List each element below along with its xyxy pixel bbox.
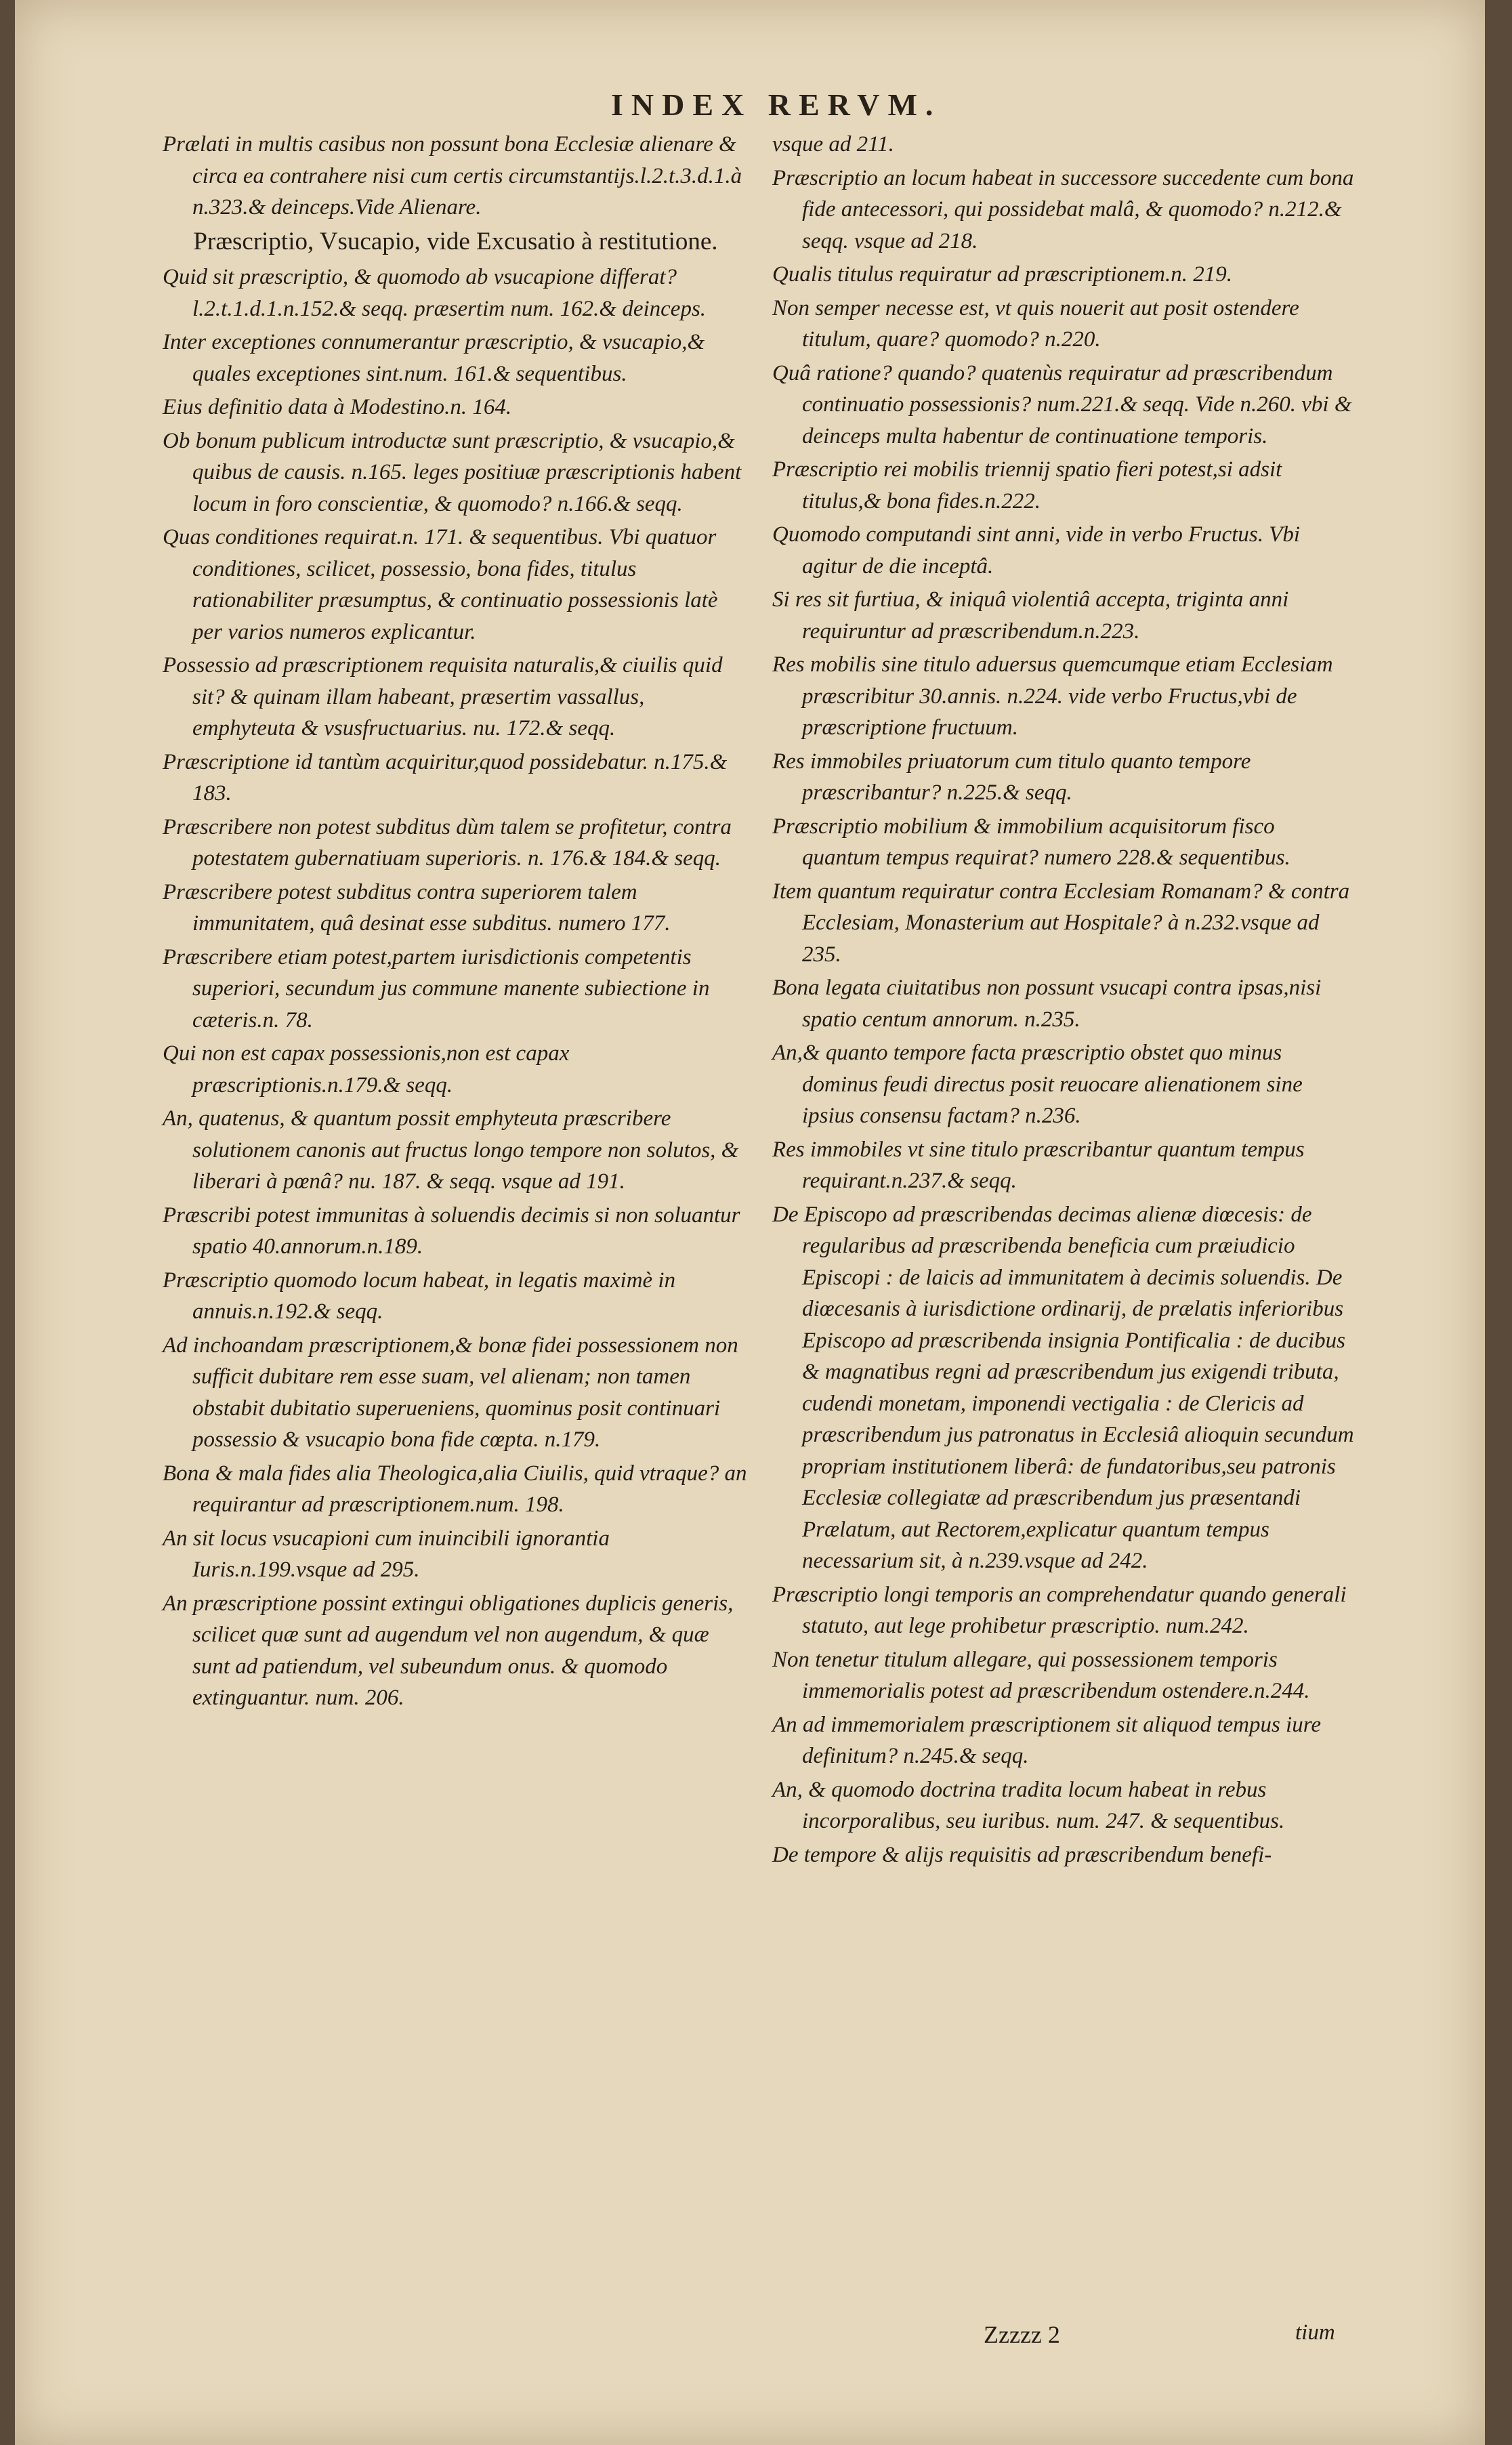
index-entry: Eius definitio data à Modestino.n. 164. bbox=[163, 395, 512, 419]
index-entry: Possessio ad præscriptionem requisita naturalis,& ciuilis quid sit? & quinam illam habeant, præsertim vassallus, emphyteuta & vsusfructuarius. nu. 172.& seqq. bbox=[163, 653, 723, 740]
index-entry: Præscribere etiam potest,partem iurisdictionis competentis superiori, secundum jus commune manente subiectione in cæteris.n. 78. bbox=[163, 944, 710, 1032]
index-heading: Præscriptio, Vsucapio, vide Excusatio à restitutione. bbox=[193, 227, 718, 255]
index-entry: An, quatenus, & quantum possit emphyteuta præscribere solutionem canonis aut fructus longo tempore non solutos, & liberari à pœnâ? nu. 187. & seqq. vsque ad 191. bbox=[163, 1106, 739, 1194]
index-entry: Præscriptio an locum habeat in successore succedente cum bona fide antecessori, qui possidebat malâ, & quomodo? n.212.& seqq. vsque ad 218. bbox=[772, 165, 1354, 253]
index-entry: Non semper necesse est, vt quis nouerit aut posit ostendere titulum, quare? quomodo? n.220. bbox=[772, 295, 1299, 352]
book-page bbox=[15, 0, 1485, 2445]
index-entry: An,& quanto tempore facta præscriptio obstet quo minus dominus feudi directus posit reuocare alienationem sine ipsius consensu factam? n.236. bbox=[772, 1041, 1303, 1128]
index-entry: Quid sit præscriptio, & quomodo ab vsucapione differat? l.2.t.1.d.1.n.152.& seqq. præsertim num. 162.& deinceps. bbox=[163, 265, 707, 321]
right-column bbox=[772, 129, 1358, 1873]
index-entry: An ad immemorialem præscriptionem sit aliquod tempus iure definitum? n.245.& seqq. bbox=[772, 1712, 1321, 1768]
index-entry: Bona legata ciuitatibus non possunt vsucapi contra ipsas,nisi spatio centum annorum. n.235. bbox=[772, 976, 1322, 1032]
index-entry: Præscriptio longi temporis an comprehendatur quando generali statuto, aut lege prohibetur præscriptio. num.242. bbox=[772, 1582, 1347, 1638]
index-entry: Res immobiles vt sine titulo præscribantur quantum tempus requirant.n.237.& seqq. bbox=[772, 1137, 1305, 1193]
index-entry: De tempore & alijs requisitis ad præscribendum benefi- bbox=[772, 1842, 1272, 1867]
index-entry: Bona & mala fides alia Theologica,alia Ciuilis, quid vtraque? an requirantur ad præscriptionem.num. 198. bbox=[163, 1461, 747, 1517]
index-entry: Præscriptio mobilium & immobilium acquisitorum fisco quantum tempus requirat? numero 228.& sequentibus. bbox=[772, 814, 1290, 870]
index-entry: Prælati in multis casibus non possunt bona Ecclesiæ alienare & circa ea contrahere nisi cum certis circumstantijs.l.2.t.3.d.1.à n.323.& deinceps.Vide Alienare. bbox=[163, 132, 742, 220]
index-entry: Præscribi potest immunitas à soluendis decimis si non soluantur spatio 40.annorum.n.189. bbox=[163, 1203, 740, 1259]
index-entry: Præscribere non potest subditus dùm talem se profitetur, contra potestatem gubernatiuam superioris. n. 176.& 184.& seqq. bbox=[163, 814, 732, 871]
catchword: tium bbox=[1295, 2320, 1335, 2345]
index-entry: Præscriptio quomodo locum habeat, in legatis maximè in annuis.n.192.& seqq. bbox=[163, 1268, 676, 1324]
index-entry: Res mobilis sine titulo aduersus quemcumque etiam Ecclesiam præscribitur 30.annis. n.224. vide verbo Fructus,vbi de præscriptione fructuum. bbox=[772, 652, 1333, 740]
running-head: INDEX RERVM. bbox=[611, 87, 942, 122]
index-entry: Quomodo computandi sint anni, vide in verbo Fructus. Vbi agitur de die inceptâ. bbox=[772, 522, 1301, 579]
index-entry: Ob bonum publicum introductæ sunt præscriptio, & vsucapio,& quibus de causis. n.165. leges positiuæ præscriptionis habent locum in foro conscientiæ, & quomodo? n.166.& seqq. bbox=[163, 428, 742, 516]
left-column bbox=[163, 129, 749, 1716]
index-entry: Item quantum requiratur contra Ecclesiam Romanam? & contra Ecclesiam, Monasterium aut Hospitale? à n.232.vsque ad 235. bbox=[772, 879, 1350, 967]
index-entry: vsque ad 211. bbox=[772, 132, 894, 156]
index-entry: An, & quomodo doctrina tradita locum habeat in rebus incorporalibus, seu iuribus. num. 247. & sequentibus. bbox=[772, 1777, 1285, 1833]
index-entry: Præscribere potest subditus contra superiorem talem immunitatem, quâ desinat esse subditus. numero 177. bbox=[163, 879, 671, 936]
index-entry: De Episcopo ad præscribendas decimas alienæ diœcesis: de regularibus ad præscribenda beneficia cum præiudicio Episcopi : de laicis ad immunitatem à decimis soluendis. De diœcesanis à iurisdictione ordinarij, de prælatis inferioribus Episcopo ad præscribenda insignia Pontificalia : de ducibus & magnatibus regni ad præscribendum jus exigendi tributa, cudendi monetam, imponendi vectigalia : de Clericis ad præscribendum jus patronatus in Ecclesiâ alioquin secundum propriam institutionem liberâ: de fundatoribus,seu patronis Ecclesiæ collegiatæ ad præscribendum jus præsentandi Prælatum, aut Rectorem,explicatur quantum tempus necessarium sit, à n.239.vsque ad 242. bbox=[772, 1202, 1354, 1573]
index-entry: An sit locus vsucapioni cum inuincibili ignorantia Iuris.n.199.vsque ad 295. bbox=[163, 1526, 610, 1582]
index-entry: Res immobiles priuatorum cum titulo quanto tempore præscribantur? n.225.& seqq. bbox=[772, 749, 1251, 805]
index-entry: Quâ ratione? quando? quatenùs requiratur ad præscribendum continuatio possessionis? num.221.& seqq. Vide n.260. vbi & deinceps multa habentur de continuatione temporis. bbox=[772, 360, 1352, 448]
index-entry: Ad inchoandam præscriptionem,& bonæ fidei possessionem non sufficit dubitare rem esse suam, vel alienam; non tamen obstabit dubitatio superueniens, quominus posit continuari possessio & vsucapio bona fide cœpta. n.179. bbox=[163, 1333, 738, 1452]
index-entry: An præscriptione possint extingui obligationes duplicis generis, scilicet quæ sunt ad augendum vel non augendum, & quæ sunt ad patiendum, vel subeundum onus. & quomodo extinguantur. num. 206. bbox=[163, 1591, 734, 1710]
index-entry: Inter exceptiones connumerantur præscriptio, & vsucapio,& quales exceptiones sint.num. 161.& sequentibus. bbox=[163, 330, 705, 386]
index-entry: Non tenetur titulum allegare, qui possessionem temporis immemorialis potest ad præscribendum ostendere.n.244. bbox=[772, 1647, 1310, 1703]
index-entry: Qui non est capax possessionis,non est capax præscriptionis.n.179.& seqq. bbox=[163, 1041, 570, 1098]
index-entry: Præscriptio rei mobilis triennij spatio fieri potest,si adsit titulus,& bona fides.n.222. bbox=[772, 457, 1282, 514]
index-entry: Præscriptione id tantùm acquiritur,quod possidebatur. n.175.& 183. bbox=[163, 749, 728, 806]
index-entry: Si res sit furtiua, & iniquâ violentiâ accepta, triginta anni requiruntur ad præscribendum.n.223. bbox=[772, 587, 1289, 644]
signature-mark: Zzzzz 2 bbox=[984, 2321, 1060, 2348]
index-entry: Qualis titulus requiratur ad præscriptionem.n. 219. bbox=[772, 262, 1232, 287]
index-entry: Quas conditiones requirat.n. 171. & sequentibus. Vbi quatuor conditiones, scilicet, possessio, bona fides, titulus rationabiliter præsumptus, & continuatio possessionis latè per varios numeros explicantur. bbox=[163, 525, 718, 644]
